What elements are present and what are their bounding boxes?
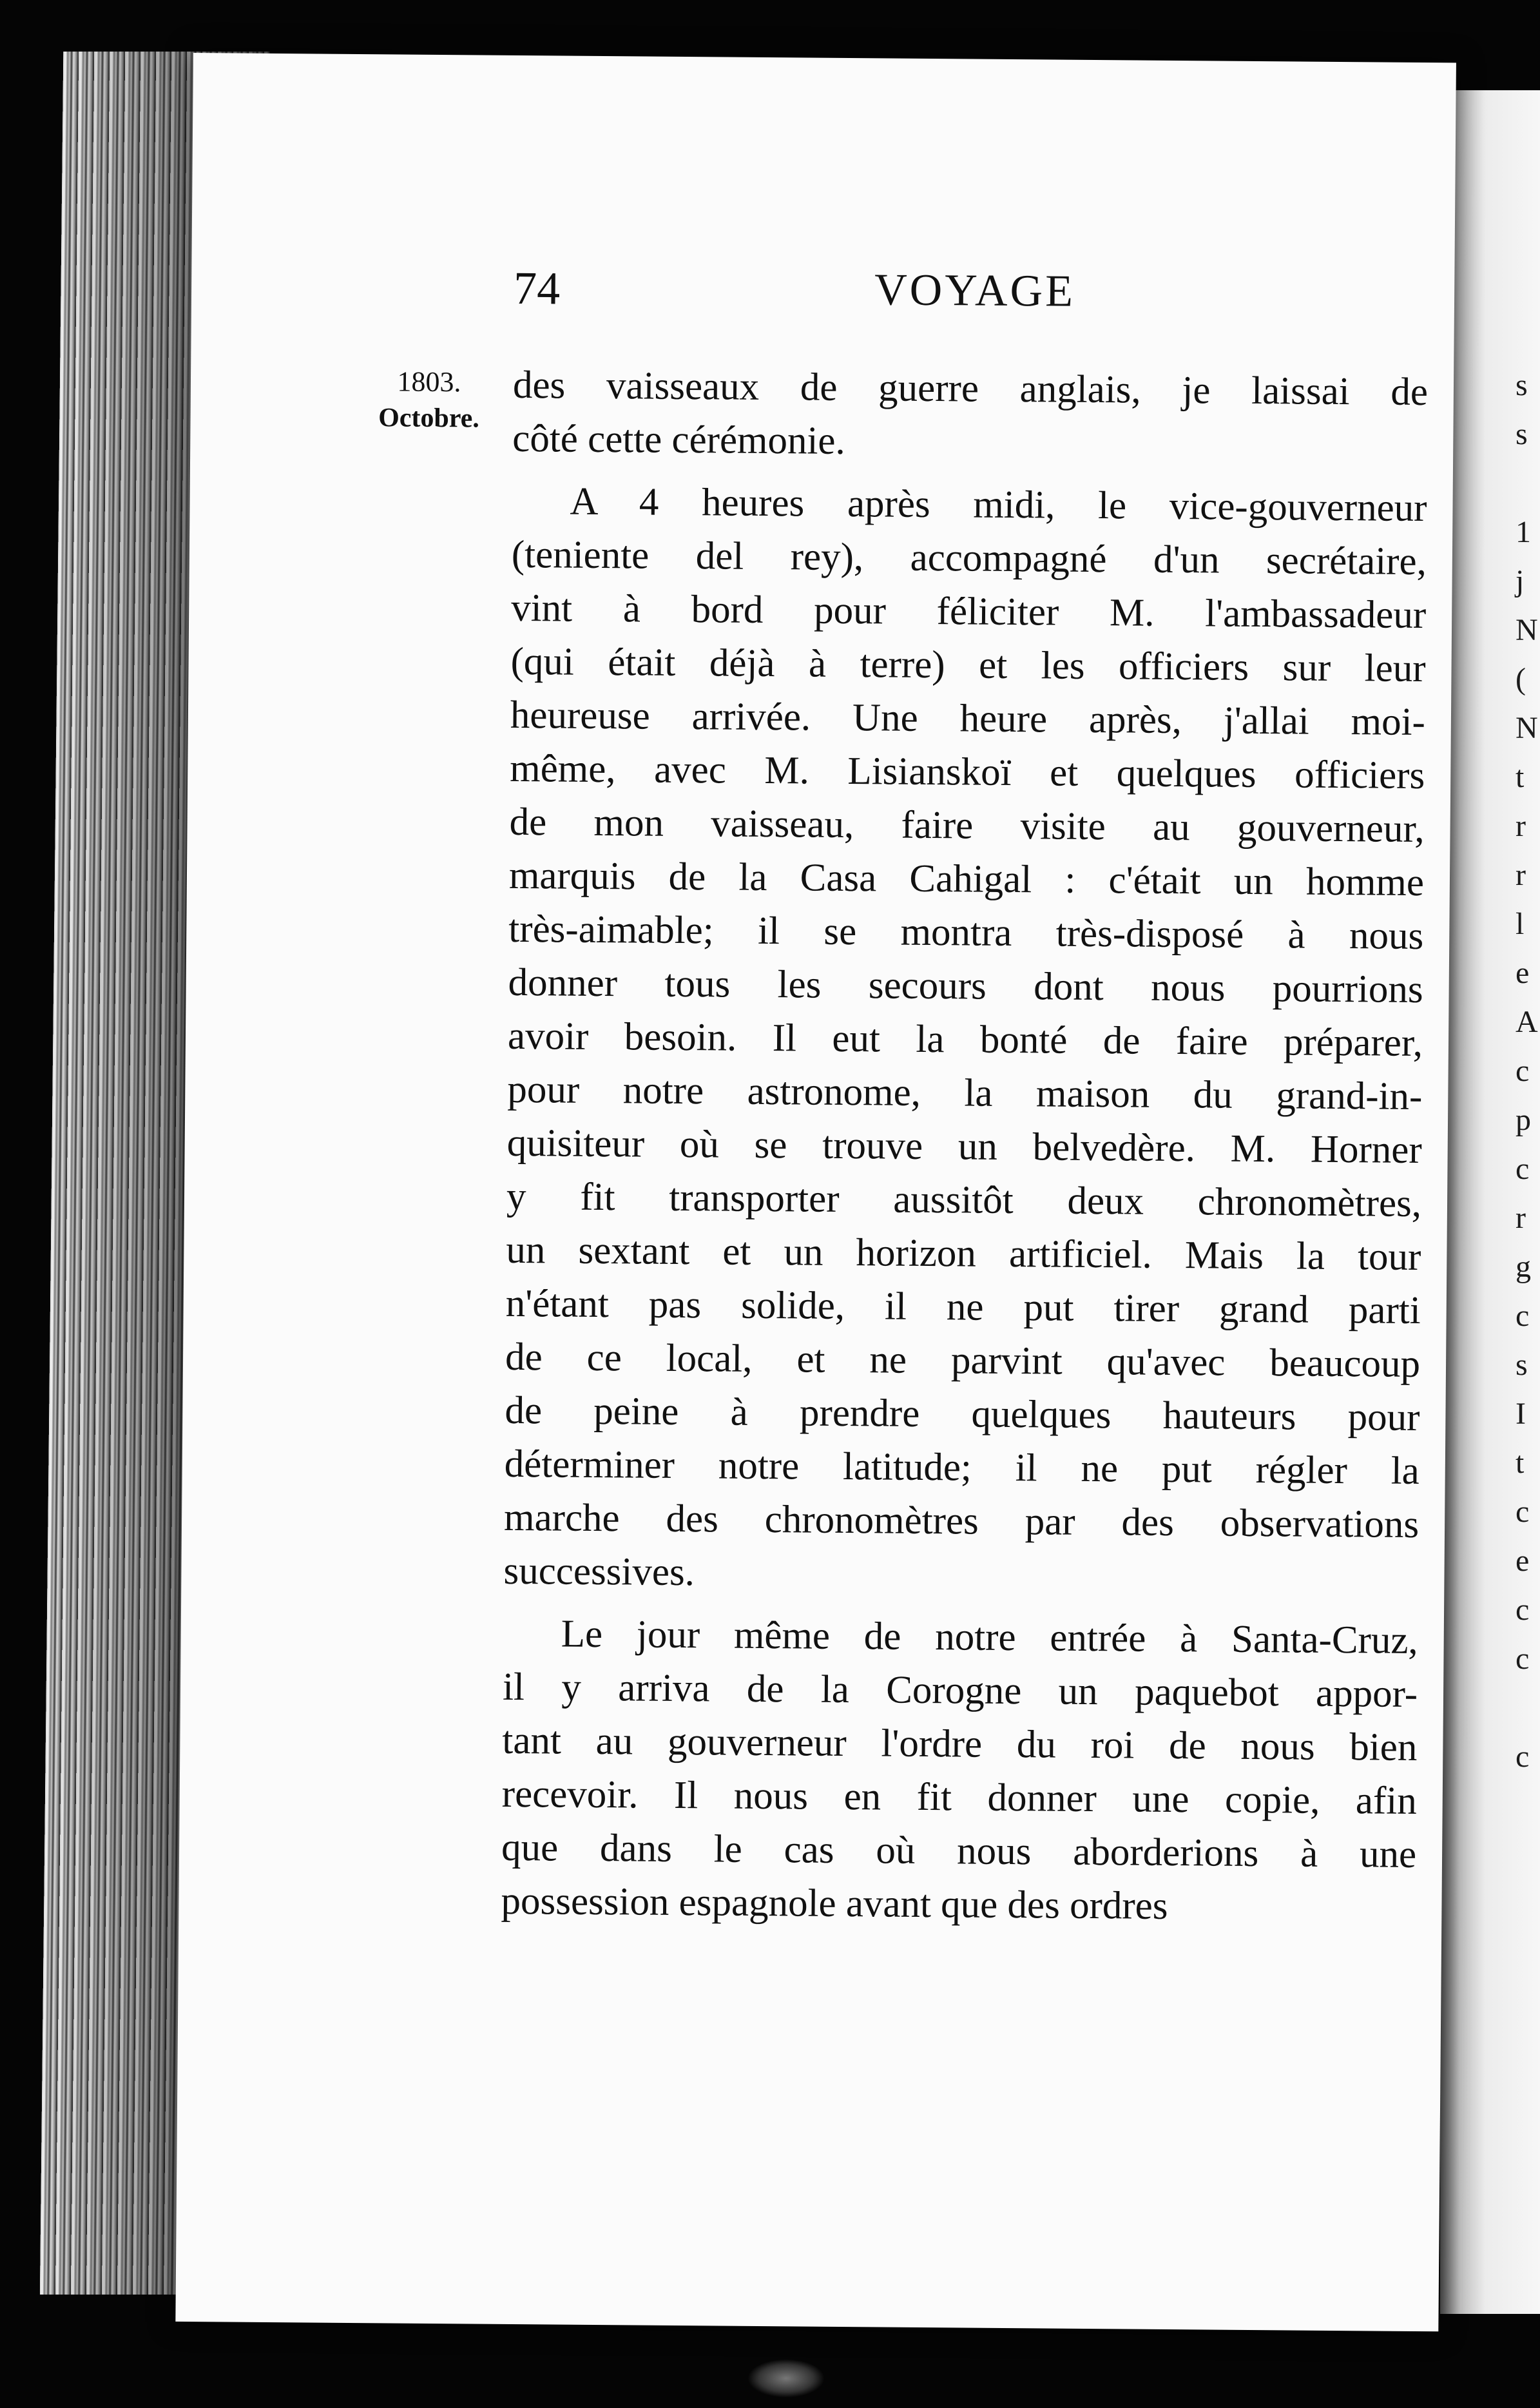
facing-page-letter: s <box>1516 368 1528 402</box>
facing-page-letter: 1 <box>1516 515 1531 549</box>
facing-page-letter: c <box>1516 1152 1530 1186</box>
body-text <box>501 358 1428 1944</box>
text-line: de mon vaisseau, faire visite au gouverneur, <box>509 800 1425 851</box>
text-line: marquis de la Casa Cahigal : c'était un homme <box>508 853 1425 905</box>
text-line: déterminer notre latitude; il ne put régler la <box>504 1442 1420 1493</box>
text-line: côté cette cérémonie. <box>512 416 846 463</box>
margin-year: 1803. <box>397 365 461 398</box>
paragraph <box>512 358 1428 472</box>
text-line: A 4 heures après midi, le vice-gouverneur <box>570 480 1427 530</box>
text-line: il y arriva de la Corogne un paquebot appor- <box>502 1665 1418 1716</box>
text-line: possession espagnole avant que des ordres <box>501 1879 1168 1928</box>
facing-page-letter: c <box>1516 1054 1530 1088</box>
facing-page-letter: N <box>1516 613 1538 647</box>
text-line: de peine à prendre quelques hauteurs pour <box>505 1388 1420 1440</box>
text-line: vint à bord pour féliciter M. l'ambassadeur <box>510 586 1427 637</box>
text-line: successives. <box>503 1549 695 1595</box>
scan-stain <box>747 2359 825 2398</box>
text-line: marche des chronomètres par des observations <box>503 1495 1420 1547</box>
facing-page-letter <box>1516 1684 1540 1733</box>
facing-page-letter: A <box>1516 1005 1538 1039</box>
margin-note <box>351 364 506 437</box>
facing-page-letter: r <box>1516 1201 1526 1235</box>
text-line: même, avec M. Lisianskoï et quelques officiers <box>510 746 1425 798</box>
book-page <box>175 53 1456 2331</box>
text-line: recevoir. Il nous en fit donner une copie, afin <box>501 1772 1418 1823</box>
page-number: 74 <box>513 262 561 315</box>
text-line: donner tous les secours dont nous pourrions <box>508 960 1423 1012</box>
margin-month: Octobre. <box>378 403 480 434</box>
facing-page-letter: l <box>1516 907 1525 941</box>
facing-page-letter: c <box>1516 1642 1530 1676</box>
text-line: n'étant pas solide, il ne put tirer grand parti <box>505 1281 1421 1333</box>
text-line: très-aimable; il se montra très-disposé à nous <box>508 907 1424 958</box>
text-line: que dans le cas où nous aborderions à une <box>501 1825 1417 1876</box>
facing-page-letter: e <box>1516 956 1530 990</box>
text-line: de ce local, et ne parvint qu'avec beaucoup <box>505 1335 1421 1386</box>
paragraph <box>501 1607 1418 1935</box>
text-line: heureuse arrivée. Une heure après, j'allai moi- <box>510 693 1426 744</box>
facing-page-letter: p <box>1516 1103 1531 1137</box>
facing-page-letter: g <box>1516 1250 1531 1284</box>
page-header <box>514 262 1300 326</box>
facing-page-letters <box>1516 361 1540 1782</box>
text-line: quisiteur où se trouve un belvedère. M. Horner <box>506 1121 1422 1172</box>
running-title: VOYAGE <box>874 265 1076 316</box>
facing-page-letter: r <box>1516 809 1526 843</box>
facing-page-letter: s <box>1516 1348 1528 1382</box>
facing-page-letter: N <box>1516 711 1538 745</box>
facing-page-letter: s <box>1516 417 1528 451</box>
facing-page-letter: c <box>1516 1740 1530 1774</box>
text-line: un sextant et un horizon artificiel. Mais la tour <box>506 1228 1421 1279</box>
text-line: (qui était déjà à terre) et les officiers sur leur <box>510 639 1426 691</box>
facing-page-letter: c <box>1516 1495 1530 1529</box>
text-line: avoir besoin. Il eut la bonté de faire préparer, <box>507 1014 1423 1065</box>
facing-page-letter: c <box>1516 1299 1530 1333</box>
facing-page-letter: t <box>1516 1446 1525 1480</box>
facing-page-letter: j <box>1516 564 1525 598</box>
text-line: pour notre astronome, la maison du grand-in- <box>507 1067 1423 1119</box>
text-line: (teniente del rey), accompagné d'un secrétaire, <box>511 532 1427 584</box>
text-line: tant au gouverneur l'ordre du roi de nous bien <box>502 1718 1418 1769</box>
text-line: des vaisseaux de guerre anglais, je laissai de <box>512 363 1429 414</box>
paragraph <box>503 474 1427 1605</box>
facing-page-letter: ( <box>1516 662 1526 696</box>
facing-page-letter: e <box>1516 1544 1530 1578</box>
facing-page-letter: c <box>1516 1593 1530 1627</box>
facing-page-letter: t <box>1516 760 1525 794</box>
facing-page-letter: I <box>1516 1397 1526 1431</box>
text-line: y fit transporter aussitôt deux chronomètres, <box>506 1174 1422 1226</box>
facing-page-letter <box>1516 459 1540 508</box>
facing-page-letter: r <box>1516 858 1526 892</box>
text-line: Le jour même de notre entrée à Santa-Cruz, <box>561 1612 1418 1663</box>
